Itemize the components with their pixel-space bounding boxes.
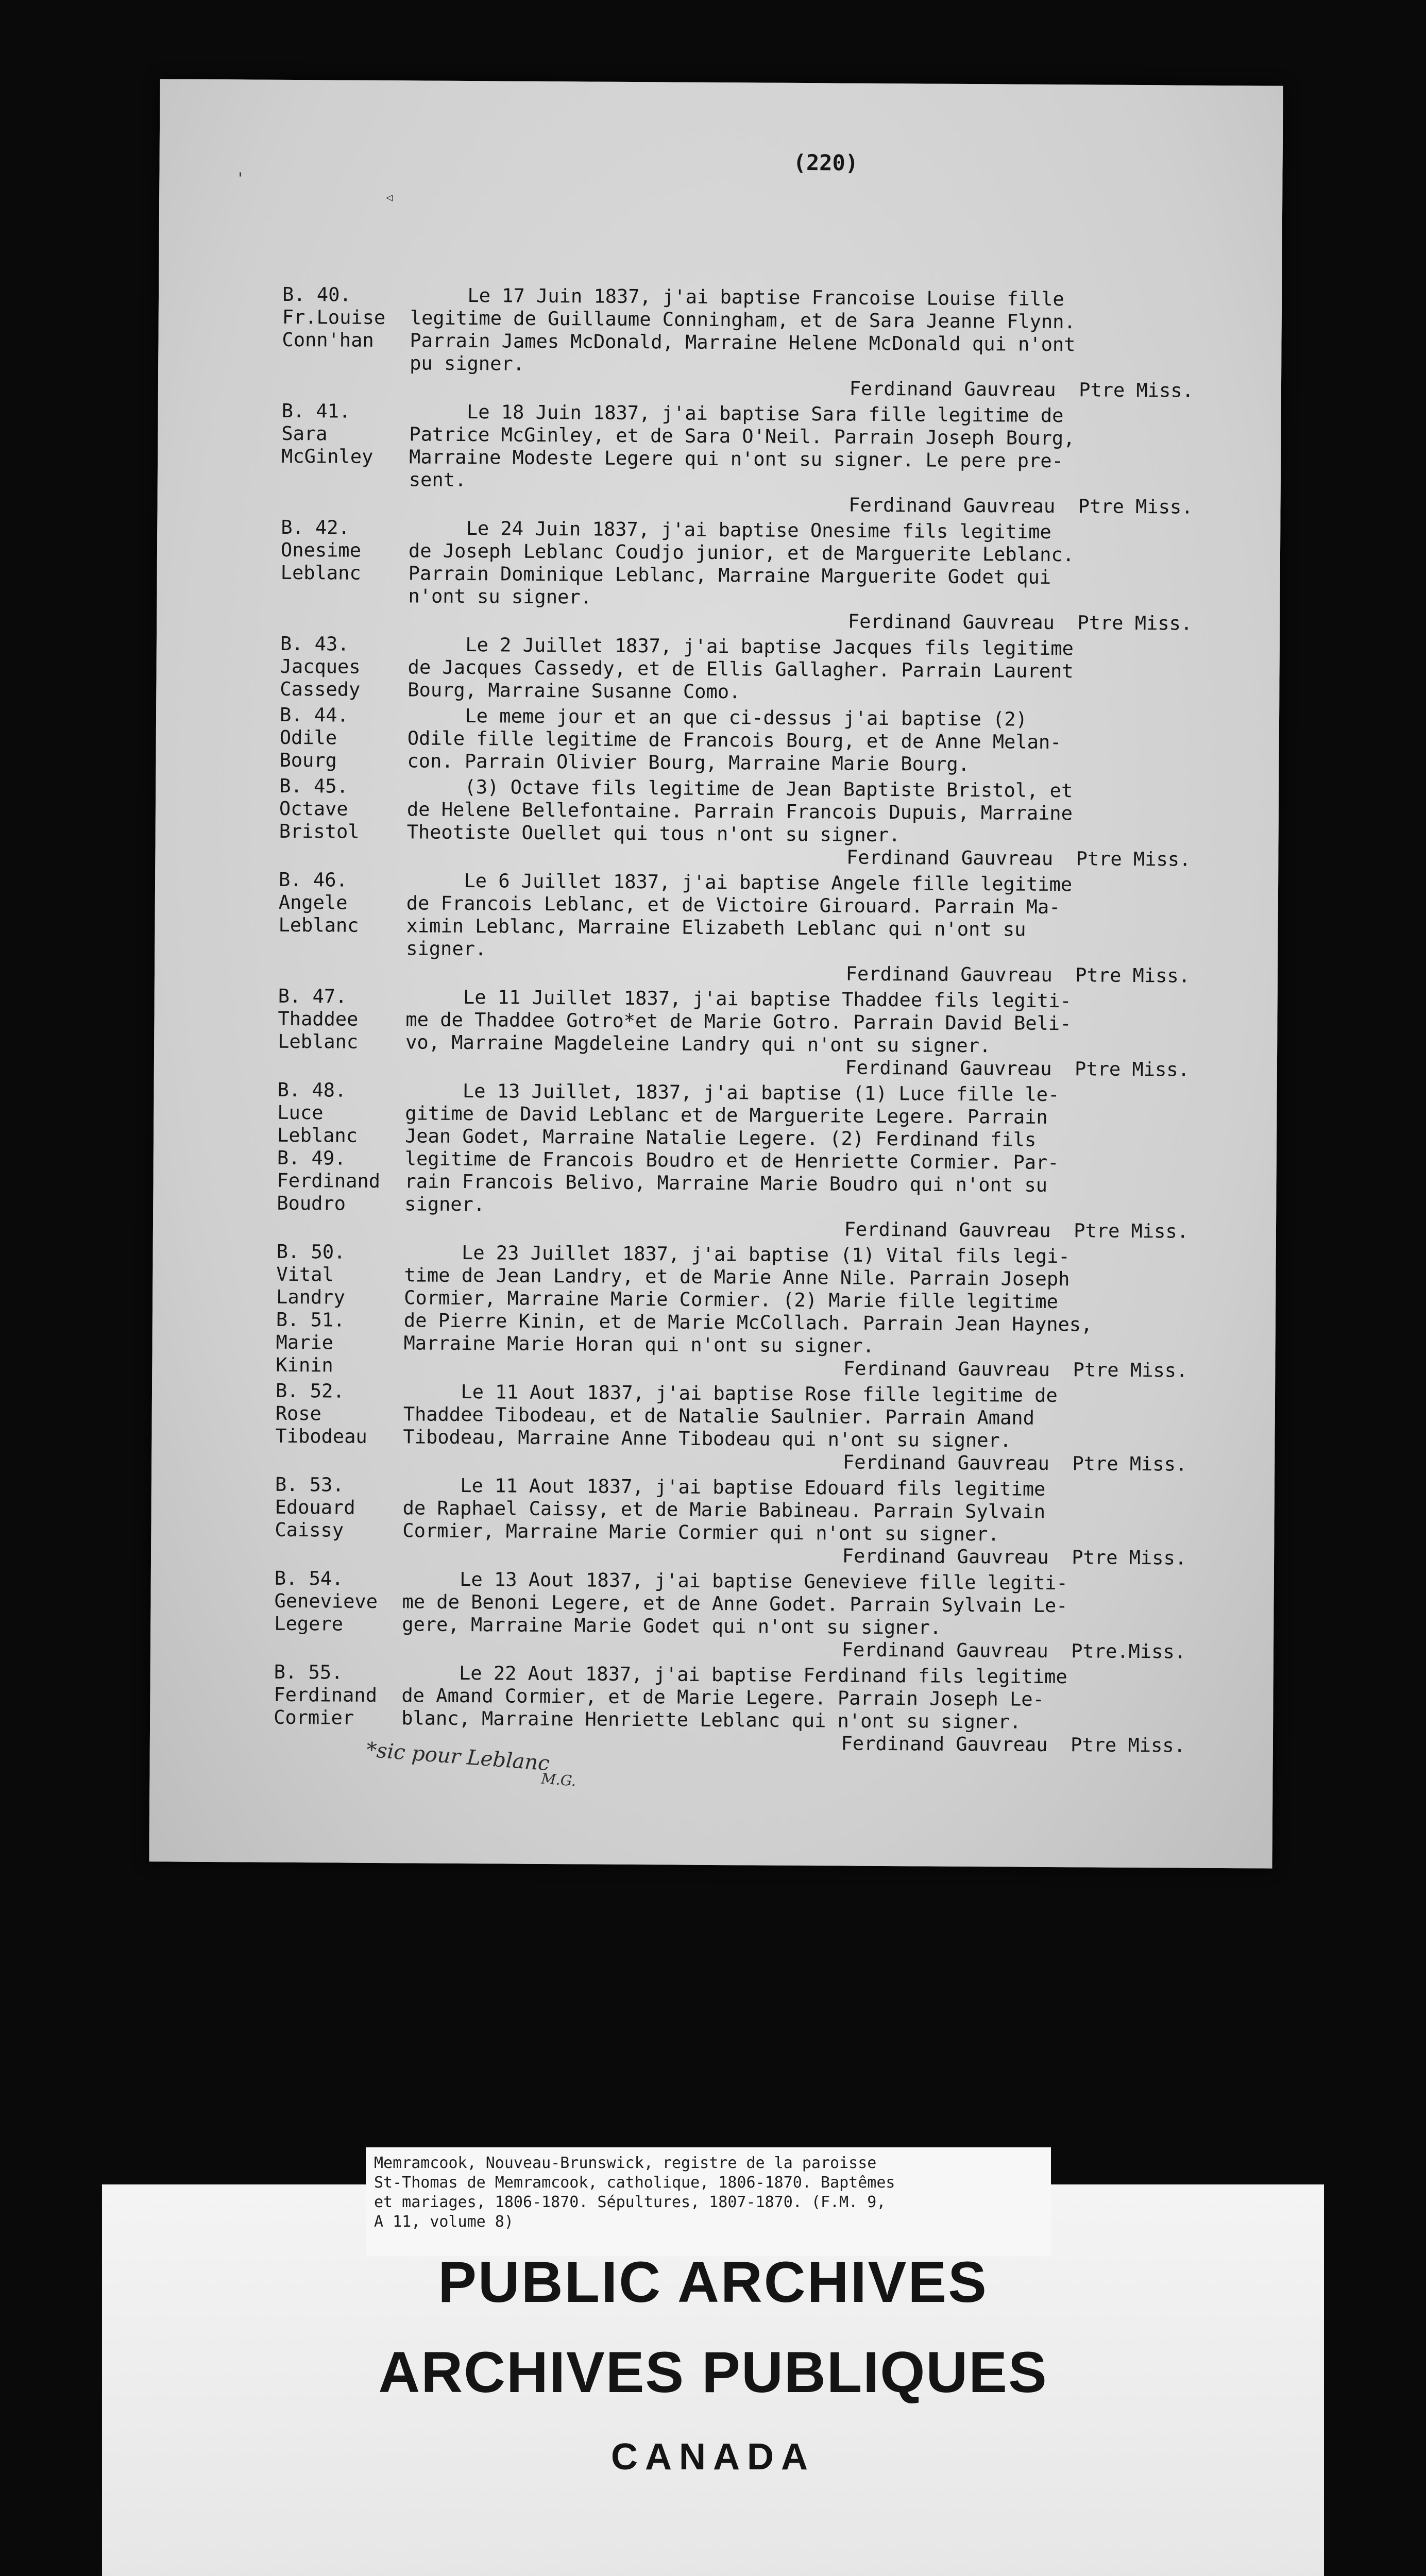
entry-line: de Joseph Leblanc Coudjo junior, et de Marguerite Leblanc. — [408, 539, 1075, 566]
entry-line: (3) Octave fils legitime de Jean Baptiste Bristol, et — [407, 775, 1073, 802]
entry-text — [401, 1662, 1263, 1757]
entry-line: Le 24 Juin 1837, j'ai baptise Onesime fils legitime — [409, 517, 1051, 543]
priest-signature: Ferdinand Gauvreau Ptre Miss. — [844, 1218, 1189, 1243]
baptism-entry — [279, 704, 1269, 778]
margin-line: B. 52. — [275, 1379, 345, 1402]
margin-line: Ferdinand — [274, 1683, 378, 1707]
margin-line: Cassedy — [280, 677, 361, 701]
margin-line: Luce — [277, 1101, 324, 1124]
entry-text — [406, 869, 1268, 988]
margin-line: B. 53. — [275, 1473, 344, 1496]
baptism-entry — [274, 1567, 1264, 1664]
entry-line: Parrain James McDonald, Marraine Helene McDonald qui n'ont — [410, 329, 1076, 356]
entry-text — [403, 1380, 1265, 1476]
entry-text — [403, 1241, 1266, 1382]
collection-label-line: et mariages, 1806-1870. Sépultures, 1807-1870. (F.M. 9, — [374, 2193, 886, 2211]
baptism-entry — [275, 1380, 1265, 1477]
priest-signature: Ferdinand Gauvreau Ptre Miss. — [842, 1545, 1187, 1569]
entry-text — [407, 704, 1269, 777]
baptism-entry — [278, 869, 1268, 988]
entry-line: pu signer. — [410, 352, 525, 375]
margin-line: Cormier — [274, 1706, 354, 1729]
margin-line: Sara — [281, 422, 328, 445]
entry-line: Odile fille legitime de Francois Bourg, et de Anne Melan- — [407, 727, 1062, 754]
entry-line: time de Jean Landry, et de Marie Anne Nile. Parrain Joseph — [404, 1264, 1070, 1291]
entry-line: gere, Marraine Marie Godet qui n'ont su signer. — [402, 1613, 942, 1639]
baptism-entries — [274, 283, 1271, 1761]
entry-line: ximin Leblanc, Marraine Elizabeth Leblanc qui n'ont su — [406, 914, 1026, 941]
margin-line: B. 46. — [278, 868, 348, 891]
margin-line: Marie — [276, 1331, 334, 1354]
margin-line: Thaddee — [278, 1007, 359, 1030]
entry-line: de Pierre Kinin, et de Marie McCollach. Parrain Jean Haynes, — [403, 1309, 1093, 1336]
entry-text — [410, 284, 1271, 402]
entry-line: con. Parrain Olivier Bourg, Marraine Marie Bourg. — [407, 750, 970, 775]
page-number: (220) — [793, 149, 859, 176]
entry-text — [406, 775, 1268, 871]
entry-line: Le 11 Aout 1837, j'ai baptise Edouard fils legitime — [402, 1474, 1046, 1500]
entry-line: legitime de Guillaume Conningham, et de Sara Jeanne Flynn. — [410, 307, 1076, 333]
entry-text — [409, 400, 1270, 519]
margin-line: Leblanc — [280, 561, 361, 584]
entry-margin-note — [275, 1380, 403, 1471]
entry-line: de Amand Cormier, et de Marie Legere. Parrain Joseph Le- — [401, 1684, 1044, 1710]
entry-line: Le 11 Aout 1837, j'ai baptise Rose fille legitime de — [403, 1380, 1058, 1407]
margin-line: B. 40. — [282, 283, 351, 306]
margin-line: Caissy — [275, 1518, 344, 1541]
margin-line: B. 55. — [274, 1660, 343, 1684]
entry-line: Cormier, Marraine Marie Cormier. (2) Marie fille legitime — [404, 1286, 1058, 1313]
margin-line: Angele — [278, 891, 348, 914]
entry-line: Le 22 Aout 1837, j'ai baptise Ferdinand fils legitime — [401, 1662, 1067, 1688]
entry-line: Marraine Modeste Legere qui n'ont su signer. Le pere pre- — [409, 446, 1063, 472]
entry-line: de Raphael Caissy, et de Marie Babineau. Parrain Sylvain — [402, 1497, 1046, 1523]
entry-margin-note — [278, 869, 406, 983]
entry-line: Marraine Marie Horan qui n'ont su signer. — [403, 1332, 875, 1357]
margin-line: B. 44. — [279, 703, 349, 726]
entry-margin-note — [276, 1241, 404, 1378]
baptism-entry — [280, 633, 1269, 707]
margin-line: Bourg — [279, 749, 337, 772]
entry-text — [408, 517, 1270, 635]
entry-margin-note — [279, 704, 408, 773]
entry-line: Patrice McGinley, et de Sara O'Neil. Parrain Joseph Bourg, — [409, 423, 1075, 450]
entry-line: Le 23 Juillet 1837, j'ai baptise (1) Vital fils legi- — [404, 1241, 1070, 1268]
baptism-entry — [279, 775, 1268, 872]
priest-signature: Ferdinand Gauvreau Ptre Miss. — [845, 1056, 1190, 1081]
priest-signature: Ferdinand Gauvreau Ptre Miss. — [846, 846, 1191, 871]
register-page — [149, 79, 1283, 1868]
entry-line: de Francois Leblanc, et de Victoire Girouard. Parrain Ma- — [406, 892, 1061, 919]
entry-line: Le 6 Juillet 1837, j'ai baptise Angele fille legitime — [406, 869, 1073, 896]
handwritten-initials: M.G. — [540, 1770, 577, 1790]
entry-line: signer. — [406, 937, 487, 960]
priest-signature: Ferdinand Gauvreau Ptre Miss. — [843, 1357, 1188, 1382]
margin-line: Leblanc — [278, 913, 359, 937]
entry-line: de Helene Bellefontaine. Parrain Francois Dupuis, Marraine — [406, 798, 1073, 825]
margin-line: Legere — [274, 1612, 344, 1635]
priest-signature: Ferdinand Gauvreau Ptre Miss. — [845, 962, 1191, 987]
entry-line: gitime de David Leblanc et de Marguerite Legere. Parrain — [405, 1102, 1048, 1128]
margin-line: Genevieve — [274, 1589, 378, 1613]
entry-line: Jean Godet, Marraine Natalie Legere. (2) Ferdinand fils — [404, 1125, 1037, 1151]
entry-line: Le 11 Juillet 1837, j'ai baptise Thaddee fils legiti- — [405, 986, 1072, 1012]
margin-line: Ferdinand — [277, 1169, 381, 1193]
entry-line: Le 17 Juin 1837, j'ai baptise Francoise Louise fille — [410, 284, 1064, 311]
entry-line: rain Francois Belivo, Marraine Marie Boudro qui n'ont su — [404, 1170, 1048, 1196]
margin-line: Octave — [279, 797, 348, 820]
stray-mark: ' — [235, 170, 245, 188]
margin-line: Leblanc — [278, 1030, 359, 1053]
margin-line: B. 50. — [276, 1240, 346, 1263]
baptism-entry — [281, 400, 1270, 519]
collection-label-line: A 11, volume 8) — [374, 2213, 514, 2231]
entry-margin-note — [278, 985, 406, 1077]
entry-text — [404, 1079, 1267, 1243]
collection-label — [366, 2147, 1051, 2256]
margin-line: Onesime — [280, 538, 362, 562]
baptism-entry — [275, 1473, 1264, 1570]
margin-line: B. 42. — [281, 516, 350, 539]
priest-signature: Ferdinand Gauvreau Ptre Miss. — [842, 1451, 1187, 1476]
margin-line: Jacques — [280, 655, 361, 678]
entry-line: me de Thaddee Gotro*et de Marie Gotro. Parrain David Beli- — [405, 1008, 1072, 1035]
entry-line: Parrain Dominique Leblanc, Marraine Marguerite Godet qui — [408, 562, 1051, 588]
entry-margin-note — [277, 1079, 405, 1239]
entry-line: vo, Marraine Magdeleine Landry qui n'ont su signer. — [405, 1031, 991, 1057]
margin-line: B. 54. — [274, 1567, 344, 1590]
margin-line: McGinley — [281, 445, 374, 468]
collection-label-line: St-Thomas de Memramcook, catholique, 1806-1870. Baptêmes — [374, 2174, 895, 2192]
entry-margin-note — [279, 775, 407, 867]
entry-line: Cormier, Marraine Marie Cormier qui n'ont su signer. — [402, 1519, 999, 1546]
baptism-entry — [278, 985, 1267, 1082]
entry-line: de Jacques Cassedy, et de Ellis Gallagher. Parrain Laurent — [408, 656, 1074, 683]
entry-line: sent. — [409, 468, 467, 492]
margin-line: B. 47. — [278, 985, 347, 1008]
margin-line: Leblanc — [277, 1124, 358, 1147]
entry-text — [402, 1474, 1264, 1570]
margin-line: Bristol — [279, 820, 360, 843]
entry-margin-note — [281, 400, 409, 514]
collection-label-line: Memramcook, Nouveau-Brunswick, registre de la paroisse — [374, 2154, 877, 2172]
margin-line: B. 51. — [276, 1308, 345, 1331]
margin-line: Fr.Louise — [282, 306, 386, 329]
priest-signature: Ferdinand Gauvreau Ptre Miss. — [847, 610, 1193, 635]
margin-line: B. 45. — [279, 774, 348, 798]
entry-line: Theotiste Ouellet qui tous n'ont su signer. — [406, 821, 901, 846]
margin-line: Odile — [279, 726, 337, 749]
baptism-entry — [277, 1079, 1267, 1244]
entry-line: legitime de Francois Boudro et de Henriette Cormier. Par- — [404, 1147, 1059, 1174]
priest-signature: Ferdinand Gauvreau Ptre Miss. — [848, 494, 1193, 518]
entry-margin-note — [280, 633, 408, 702]
margin-line: B. 43. — [280, 632, 349, 655]
entry-margin-note — [280, 516, 409, 631]
entry-line: Le 2 Juillet 1837, j'ai baptise Jacques fils legitime — [408, 633, 1074, 660]
entry-margin-note — [275, 1473, 403, 1565]
entry-text — [408, 633, 1269, 706]
entry-line: Bourg, Marraine Susanne Como. — [408, 679, 741, 703]
baptism-entry — [280, 516, 1270, 636]
margin-line: B. 49. — [277, 1146, 346, 1170]
entry-line: Le 13 Juillet, 1837, j'ai baptise (1) Luce fille le- — [405, 1079, 1060, 1106]
priest-signature: Ferdinand Gauvreau Ptre Miss. — [849, 377, 1194, 402]
margin-line: Tibodeau — [275, 1425, 367, 1448]
entry-line: Le 18 Juin 1837, j'ai baptise Sara fille legitime de — [409, 400, 1064, 427]
priest-signature: Ferdinand Gauvreau Ptre Miss. — [841, 1732, 1185, 1757]
baptism-entry — [276, 1241, 1266, 1383]
archives-heading-country: CANADA — [611, 2436, 815, 2478]
archives-heading-french: ARCHIVES PUBLIQUES — [378, 2340, 1048, 2404]
entry-line: Thaddee Tibodeau, et de Natalie Saulnier. Parrain Amand — [403, 1403, 1035, 1429]
entry-line: Tibodeau, Marraine Anne Tibodeau qui n'ont su signer. — [403, 1426, 1012, 1452]
entry-text — [405, 986, 1267, 1081]
margin-line: Edouard — [275, 1496, 355, 1519]
margin-line: Vital — [276, 1263, 334, 1286]
entry-line: Le meme jour et an que ci-dessus j'ai baptise (2) — [407, 704, 1028, 731]
entry-line: signer. — [404, 1193, 485, 1216]
entry-text — [402, 1568, 1264, 1664]
baptism-entry — [282, 283, 1271, 403]
margin-line: B. 41. — [281, 399, 351, 422]
margin-line: Boudro — [277, 1192, 346, 1215]
entry-margin-note — [282, 283, 410, 398]
margin-line: Kinin — [276, 1353, 333, 1377]
entry-line: Le 13 Aout 1837, j'ai baptise Genevieve fille legiti- — [402, 1568, 1068, 1595]
margin-line: Rose — [275, 1402, 322, 1425]
entry-line: me de Benoni Legere, et de Anne Godet. Parrain Sylvain Le- — [402, 1590, 1068, 1617]
archives-heading-english: PUBLIC ARCHIVES — [438, 2250, 988, 2314]
entry-line: n'ont su signer. — [408, 585, 592, 608]
margin-line: Conn'han — [282, 328, 374, 351]
entry-margin-note — [274, 1567, 402, 1659]
margin-line: B. 48. — [277, 1078, 347, 1101]
handwritten-note: *sic pour Leblanc — [365, 1738, 551, 1776]
entry-line: blanc, Marraine Henriette Leblanc qui n'ont su signer. — [401, 1707, 1022, 1733]
entry-margin-note — [274, 1661, 402, 1753]
stray-mark: ◁ — [386, 191, 393, 205]
priest-signature: Ferdinand Gauvreau Ptre.Miss. — [841, 1638, 1186, 1663]
margin-line: Landry — [276, 1285, 345, 1309]
